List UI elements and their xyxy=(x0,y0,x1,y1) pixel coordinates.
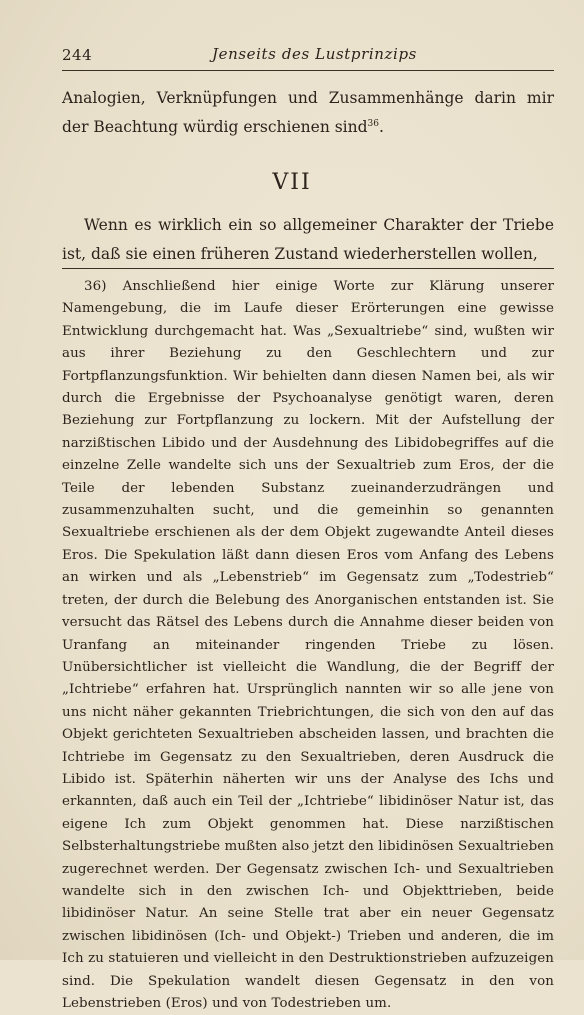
page-number: 244 xyxy=(62,46,93,64)
page-header xyxy=(62,42,554,71)
sentence-end: . xyxy=(379,118,384,136)
running-title: Jenseits des Lustprinzips xyxy=(212,45,417,63)
chapter-heading: VII xyxy=(272,170,312,195)
chapter-opening-paragraph: Wenn es wirklich ein so allgemeiner Charakter der Triebe ist, daß sie einen früheren Zustand wiederherstellen wollen, xyxy=(62,216,554,263)
continued-paragraph xyxy=(62,84,554,142)
footnote-36: 36) Anschließend hier einige Worte zur Klärung unserer Namengebung, die im Laufe dieser Erörterungen eine gewisse Entwicklung durchgemacht hat. Was „Sexualtriebe“ sind, wußten wir aus ihrer Beziehung zu den Geschlechtern und zur Fortpflanzungsfunktion. Wir behielten dann diesen Namen bei, als wir durch die Ergebnisse der Psychoanalyse genötigt waren, deren Beziehung zur Fortpflanzung zu lockern. Mit der Aufstellung der narzißtischen Libido und der Ausdehnung des Libidobegriffes auf die einzelne Zelle wandelte sich uns der Sexualtrieb zum Eros, der die Teile der lebenden Substanz zueinanderzudrängen und zusammenzuhalten sucht, und die gemeinhin so genannten Sexualtriebe erschienen als der dem Objekt zugewandte Anteil dieses Eros. Die Spekulation läßt dann diesen Eros vom Anfang des Lebens an wirken und als „Lebenstrieb“ im Gegensatz zum „Todestrieb“ treten, der durch die Belebung des Anorganischen entstanden ist. Sie versucht das Rätsel des Lebens durch die Annahme dieser beiden von Uranfang an miteinander ringenden Triebe zu lösen. Unübersichtlicher ist vielleicht die Wandlung, die der Begriff der „Ichtriebe“ erfahren hat. Ursprünglich nannten wir so alle jene von uns nicht näher gekannten Triebrichtungen, die sich von den auf das Objekt gerichteten Sexualtrieben abscheiden lassen, und brachten die Ichtriebe im Gegensatz zu den Sexualtrieben, deren Ausdruck die Libido ist. Späterhin näherten wir uns der Analyse des Ichs und erkannten, daß auch ein Teil der „Ichtriebe“ libidinöser Natur ist, das eigene Ich zum Objekt genommen hat. Diese narzißtischen Selbsterhaltungstriebe mußten also jetzt den libidinösen Sexualtrieben zugerechnet werden. Der Gegensatz zwischen Ich- und Sexualtrieben wandelte sich in den zwischen Ich- und Objekttrieben, beide libidinöser Natur. An seine Stelle trat aber ein neuer Gegensatz zwischen libidinösen (Ich- und Objekt-) Trieben und anderen, die im Ich zu statuieren und vielleicht in den Destruktionstrieben aufzuzeigen sind. Die Spekulation wandelt diesen Gegensatz in den von Lebenstrieben (Eros) und von Todestrieben um. xyxy=(62,279,554,1011)
footnote-reference: 36 xyxy=(367,118,379,129)
continued-paragraph-text: Analogien, Verknüpfungen und Zusammenhänge darin mir der Beachtung würdig erschienen sind xyxy=(62,89,554,136)
footnote-divider xyxy=(62,268,554,269)
